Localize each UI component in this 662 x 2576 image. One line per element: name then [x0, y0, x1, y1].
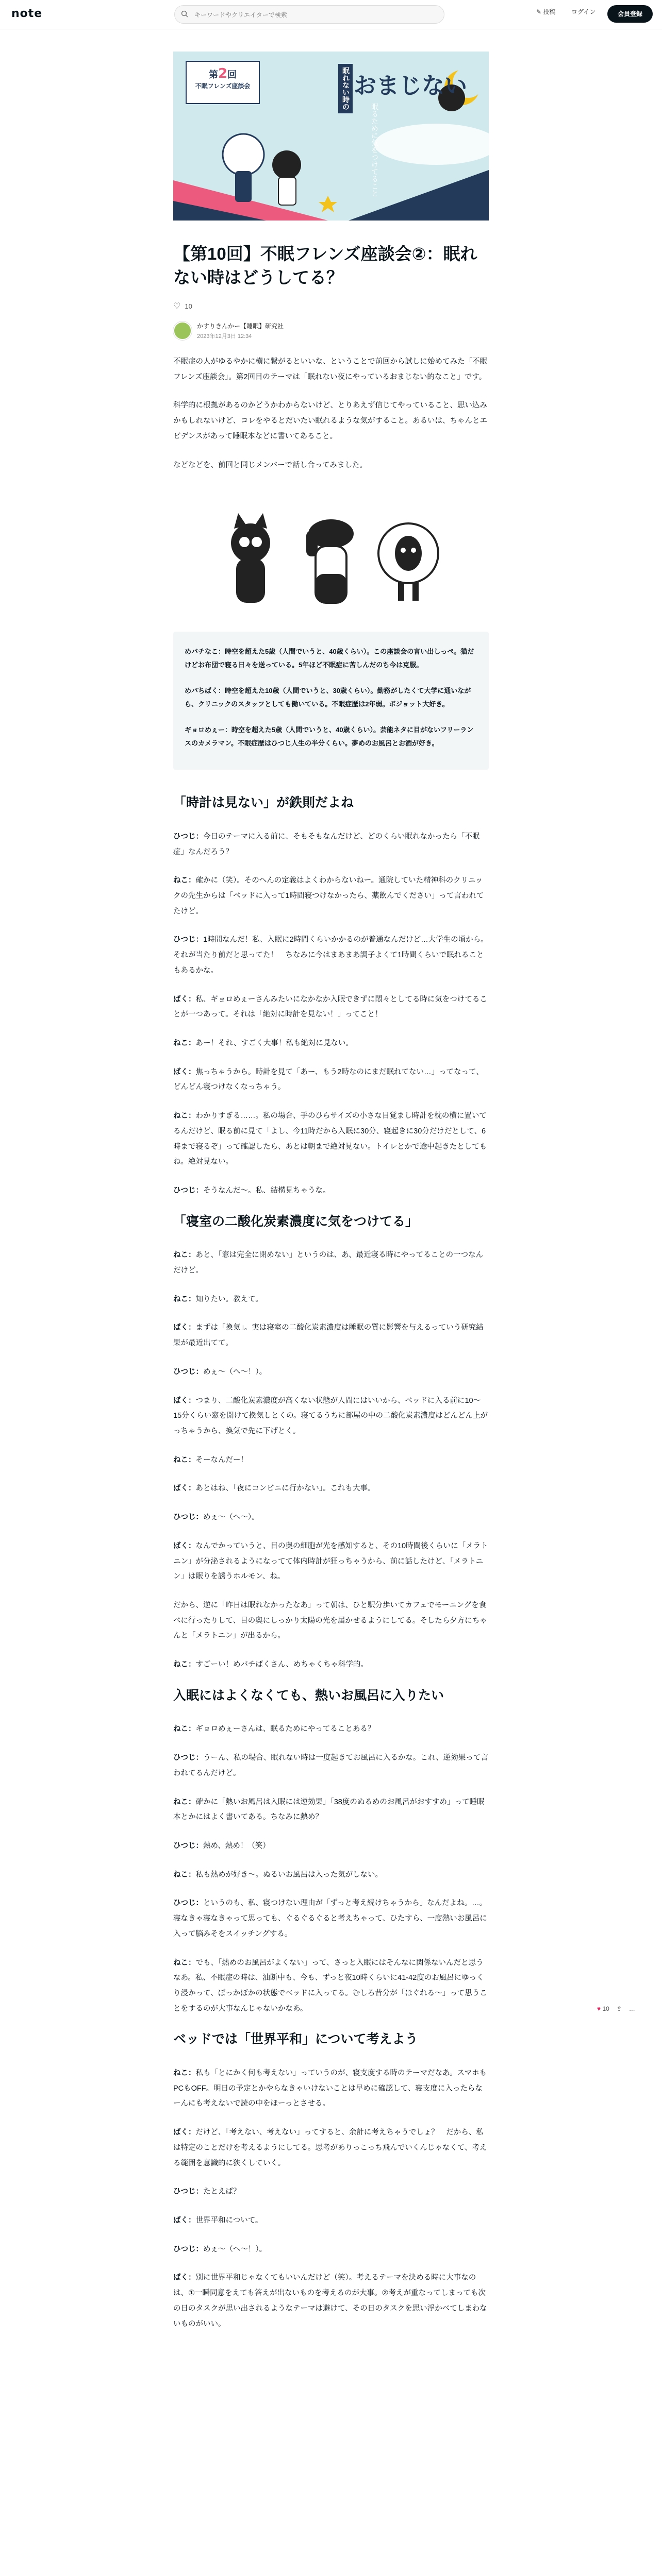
dialogue-line [173, 1109, 489, 1170]
line-text: そうなんだ〜。私、結構見ちゃうな。 [203, 1187, 330, 1195]
dialogue-line [173, 1365, 489, 1380]
speaker-name: ばく： [173, 2128, 196, 2137]
speaker-name: ばく： [173, 1541, 196, 1550]
speaker-name: ねこ： [173, 876, 196, 885]
profile-tapir: めバちばく：時空を超えた10歳（人間でいうと、30歳くらい）。勤務がしたくて大学に通いながら、クリニックのスタッフとしても働いている。不眠症歴は2年弱。ボジョット大好き。 [185, 687, 471, 708]
line-text: 私も「とにかく何も考えない」っていうのが、寝支度する時のテーマだなあ。スマホもPCもOFF。明日の予定とかやらなきゃいけないことは早めに確認して、寝支度に入ったらなーんにも考えないで読の中をほーっとさせる。 [173, 2069, 487, 2108]
dialogue-line [173, 1320, 489, 1351]
note-logo[interactable]: note [11, 7, 43, 20]
line-text: そーなんだー！ [195, 1455, 248, 1464]
dialogue-line [173, 1751, 489, 1781]
author-name[interactable]: かすりきんかー【睡眠】研究社 [197, 323, 284, 330]
line-text: めぇ〜（へ〜！）。 [203, 2245, 267, 2253]
dialogue-line [173, 1722, 489, 1737]
line-text: うーん、私の場合、眠れない時は一度起きてお風呂に入るかな。これ、逆効果って言われてるんだけど。 [173, 1754, 488, 1777]
dialogue-line [173, 1292, 489, 1308]
like-count: 10 [185, 302, 192, 310]
line-text: わかりすぎる……。私の場合、手のひらサイズの小さな目覚まし時計を枕の横に置いてるんだけど、眠る前に見て「よし、今11時だから入眠に30分、寝起きに30分だけだとして、6時まで寝るぞ」って確認したら、あとは朝まで絶対見ない。トイレとかで途中起きたとしてもね。絶対見ない。 [173, 1112, 487, 1166]
line-text: 世界平和について。 [195, 2216, 263, 2225]
line-text: だから、逆に「昨日は眠れなかったなあ」って朝は、ひと駅分歩いてカフェでモーニングを食べに行ったりして、目の奥にしっかり太陽の光を届かせるようにしてる。そしたら夕方にちゃんと「メラトニン」が出るから。 [173, 1601, 487, 1640]
heart-icon: ♥ [597, 2005, 601, 2012]
speaker-name: ひつじ： [173, 1899, 203, 1908]
profile-cat: めバチなこ：時空を超えた5歳（人間でいうと、40歳くらい）。この座談会の言い出しっぺ。猫だけどお布団で寝る日々を送っている。5年ほど不眠症に苦しんだのち今は克服。 [185, 648, 474, 669]
login-button[interactable]: ログイン [571, 8, 596, 15]
badge-prefix: 第 [208, 70, 218, 80]
article-body [173, 354, 489, 2332]
dialogue-line [173, 2242, 489, 2258]
line-text: 1時間なんだ！私、入眠に2時間くらいかかるのが普通なんだけど…大学生の頃から。それが当たり前だと思ってた！ ちなみに今はまあまあ調子よくて1時間くらいで眠れることもあるかな。 [173, 936, 488, 975]
line-text: 確かに（笑）。そのへんの定義はよくわからないねー。通院していた精神科のクリニックの先生からは「ベッドに入って1時間寝つけなかったら、薬飲んでください」って言われてたけど。 [173, 876, 484, 916]
speaker-name: ばく： [173, 1484, 196, 1493]
section-heading: 入眠にはよくなくても、熱いお風呂に入りたい [173, 1688, 444, 1703]
dialogue-line [173, 1657, 489, 1673]
speaker-name: ねこ： [173, 1039, 196, 1047]
dialogue-line [173, 1839, 489, 1854]
speaker-name: ばく： [173, 1396, 196, 1405]
heart-icon[interactable]: ♡ [173, 302, 181, 311]
dialogue-line [173, 1956, 489, 2017]
line-text: たとえば？ [203, 2188, 241, 2196]
speaker-name: ねこ： [173, 1251, 196, 1260]
dialogue-line [173, 2270, 489, 2332]
line-text: つまり、二酸化炭素濃度が高くない状態が人間にはいいから、ベッドに入る前に10〜15分くらい窓を開けて換気しとくの。寝てるうちに部屋の中の二酸化炭素濃度はどんどん上がっちゃうから、換気で先に下げとく。 [173, 1396, 488, 1435]
line-text: めぇ〜（へ〜！）。 [203, 1367, 267, 1376]
speaker-name: ねこ： [173, 1798, 196, 1806]
dialogue-sections [173, 793, 489, 2332]
section-heading: ベッドでは「世界平和」について考えよう [173, 2032, 418, 2047]
dialogue-line [173, 1183, 489, 1199]
line-text: めぇ〜（へ〜）。 [203, 1513, 259, 1522]
speaker-name: ばく： [173, 2216, 196, 2225]
search-input[interactable] [193, 6, 438, 24]
share-icon[interactable]: ⇪ [616, 2005, 622, 2012]
line-text: 確かに「熱いお風呂は入眠には逆効果」「38度のぬるめのお風呂がおすすめ」って睡眠本とかにはよく書いてある。ちなみに熱め？ [173, 1798, 485, 1822]
dialogue-line [173, 1868, 489, 1883]
like-row [173, 301, 489, 311]
dialogue-line [173, 1795, 489, 1825]
paragraph: 不眠症の人がゆるやかに横に繋がるといいな、ということで前回から試しに始めてみた「不眠フレンズ座談会」。第2回目のテーマは「眠れない夜にやっているおまじない的なこと」です。 [173, 358, 487, 381]
speaker-name: ねこ： [173, 1725, 196, 1734]
speaker-name: ひつじ： [173, 1513, 203, 1522]
speaker-name: ねこ： [173, 1295, 196, 1303]
line-text: 別に世界平和じゃなくてもいいんだけど（笑）。考えるテーマを決める時に大事なのは、①一瞬同意をえても答えが出ないものを考えるのが大事。②考えが重なってしまっても次の日のタスクが思い出されるようなテーマは避けて、その日のタスクを思い浮かべてしまわないものがいい。 [173, 2274, 487, 2328]
speaker-name: ばく： [173, 995, 196, 1004]
speaker-name: ばく： [173, 2274, 196, 2282]
badge-suffix: 回 [227, 70, 237, 80]
speaker-name: ばく： [173, 1324, 196, 1332]
speaker-name: ねこ： [173, 1870, 196, 1879]
search-box[interactable] [174, 5, 444, 24]
line-text: でも、「熱めのお風呂がよくない」って、さっと入眠にはそんなに関係ないんだと思うなあ。私、不眠症の時は、油断中も、今も、ずっと夜10時くらいに41-42度のお風呂にゆっくり浸かって、ぼっかぼかの状態でベッドに入ってる。むしろ昔分が「ほぐれる〜」って思うことをするのが大事なんじゃないかなあ。 [173, 1958, 487, 2013]
profile-sheep: ギョロめぇー：時空を超えた5歳（人間でいうと、40歳くらい）。芸能ネタに目がないフリーランスのカメラマン。不眠症歴はひつじ人生の半分くらい。夢めのお風呂とお酒が好き。 [185, 726, 474, 748]
speaker-name: ねこ： [173, 1958, 196, 1967]
dialogue-line [173, 1539, 489, 1585]
side-like-button[interactable] [597, 2005, 609, 2012]
line-text: あー！それ、すごく大事！私も絶対に見ない。 [195, 1039, 353, 1047]
speaker-name: ひつじ： [173, 2245, 203, 2253]
section-heading: 「時計は見ない」が鉄則だよね [173, 795, 354, 810]
dialogue-line [173, 1598, 489, 1644]
speaker-name: ねこ： [173, 2069, 196, 2077]
speaker-name: ひつじ： [173, 1367, 203, 1376]
dialogue-line [173, 2213, 489, 2229]
line-text: というのも、私、寝つけない理由が「ずっと考え続けちゃうから」なんだよね。…。寝なきゃ寝なきゃって思っても、ぐるぐるぐると考えちゃって、ひたすら、一度熱いお風呂に入って脳みそをスイッチングする。 [173, 1899, 487, 1938]
dialogue-line [173, 1510, 489, 1526]
register-button[interactable]: 会員登録 [607, 5, 653, 23]
line-text: ギョロめぇーさんは、眠るためにやってることある？ [195, 1725, 375, 1734]
dialogue-line [173, 1481, 489, 1497]
search-icon [181, 10, 188, 18]
speaker-name: ひつじ： [173, 2188, 203, 2196]
section-heading: 「寝室の二酸化炭素濃度に気をつけてる」 [173, 1214, 419, 1229]
speaker-name: ひつじ： [173, 1187, 203, 1195]
speaker-name: ねこ： [173, 1112, 196, 1121]
line-text: まずは「換気」。実は寝室の二酸化炭素濃度は睡眠の質に影響を与えるっていう研究結果が最近出てて。 [173, 1324, 484, 1348]
sheep-character [378, 523, 438, 601]
pen-icon: ✎ [536, 8, 542, 15]
speaker-name: ねこ： [173, 1660, 196, 1669]
dialogue-line [173, 1453, 489, 1468]
line-text: あとはね、「夜にコンビニに行かない」。これも大事。 [195, 1484, 375, 1493]
episode-badge [186, 61, 260, 104]
badge-number: 2 [218, 66, 228, 81]
post-label: 投稿 [543, 8, 556, 15]
line-text: 知りたい。教えて。 [195, 1295, 263, 1303]
hero-subtitle: 眠るために気をつけてること [370, 103, 378, 197]
article-title: 【第10回】不眠フレンズ座談会②：眠れない時はどうしてる？ [173, 244, 477, 287]
dialogue-line [173, 992, 489, 1023]
characters-image [173, 486, 489, 620]
dialogue-line [173, 1065, 489, 1095]
publish-date: 2023年12月3日 12:34 [197, 333, 252, 340]
paragraph: 科学的に根拠があるのかどうかわからないけど、とりあえず信じてやっていること、思い込みかもしれないけど、コレをやるとだいたい眠れるような気がすること。あるいは、ちゃんとエビデンスがあって睡眠本などに書いてあること。 [173, 401, 487, 440]
badge-subtitle: 不眠フレンズ座談会 [195, 82, 251, 90]
dialogue-line [173, 873, 489, 919]
line-text: なんでかっていうと、目の奥の細胞が光を感知すると、その10時間後くらいに「メラトニン」が分泌されるようになってて体内時計が狂っちゃうから、前に話したけど、「メラトニン」は眠りを誘うホルモン、ね。 [173, 1541, 488, 1581]
tapir-character [306, 519, 354, 603]
profile-box [173, 632, 489, 770]
dialogue-line [173, 1036, 489, 1052]
speaker-name: ひつじ： [173, 1754, 203, 1762]
floating-actions [597, 2005, 635, 2012]
dialogue-line [173, 1248, 489, 1278]
dialogue-line [173, 1896, 489, 1942]
side-like-count: 10 [602, 2005, 609, 2012]
dialogue-line [173, 2125, 489, 2171]
post-button[interactable] [536, 7, 555, 16]
avatar[interactable] [173, 321, 192, 340]
speaker-name: ひつじ： [173, 1842, 203, 1850]
more-icon[interactable]: … [628, 2005, 635, 2012]
characters-illustration [173, 486, 489, 620]
line-text: 私、ギョロめぇーさんみたいになかなか入眠できずに悶々としてる時に気をつけてることが一つあって。それは「絶対に時計を見ない！」ってこと！ [173, 995, 487, 1019]
hero-tag: 眠れない時の [338, 64, 353, 113]
line-text: 今日のテーマに入る前に、そもそもなんだけど、どのくらい眠れなかったら「不眠症」なんだろう？ [173, 832, 480, 856]
site-header [0, 0, 662, 29]
speaker-name: ねこ： [173, 1455, 196, 1464]
cat-character [231, 513, 270, 603]
speaker-name: ばく： [173, 1067, 196, 1076]
line-text: あと、「窓は完全に閉めない」というのは、あ、最近寝る時にやってることの一つなんだけど。 [173, 1251, 484, 1275]
dialogue-line [173, 933, 489, 978]
line-text: 熱め、熱め！（笑） [203, 1842, 270, 1850]
header-image [173, 52, 489, 221]
article-column [173, 52, 489, 2345]
speaker-name: ひつじ： [173, 832, 203, 841]
dialogue-line [173, 1394, 489, 1439]
dialogue-line [173, 2184, 489, 2200]
hero-title: おまじない [354, 73, 467, 99]
dialogue-line [173, 829, 489, 860]
speaker-name: ひつじ： [173, 936, 203, 944]
line-text: すごーい！めバチばくさん、めちゃくちゃ科学的。 [195, 1660, 368, 1669]
line-text: 私も熱めが好き〜。ぬるいお風呂は入った気がしない。 [195, 1870, 383, 1879]
line-text: だけど、「考えない、考えない」ってすると、余計に考えちゃうでしょ？ だから、私は特定のことだけを考えるようにしてる。思考がありっこっち飛んでいくんじゃなくて、考える範囲を意識的に狭くしていく。 [173, 2128, 487, 2167]
paragraph: などなどを、前回と同じメンバーで話し合ってみました。 [173, 461, 367, 469]
author-block [173, 321, 489, 340]
dialogue-line [173, 2066, 489, 2112]
line-text: 焦っちゃうから。時計を見て「あー、もう2時なのにまだ眠れてない…」ってなって、どんどん寝つけなくなっちゃう。 [173, 1067, 484, 1092]
